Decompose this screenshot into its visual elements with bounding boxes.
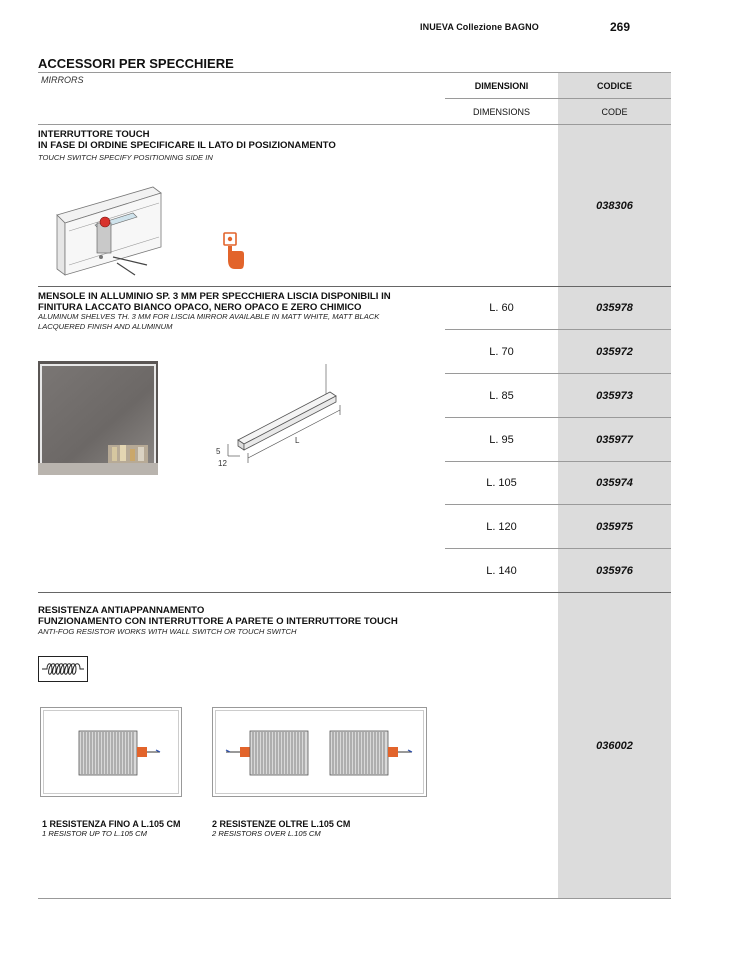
shelf-code: 035978 [596,302,633,314]
header-divider [445,98,671,99]
code-header-en: CODE [601,107,628,117]
section1-title [38,129,336,151]
shelf-dim: L. 70 [489,346,514,358]
section1-title-line2: IN FASE DI ORDINE SPECIFICARE IL LATO DI POSIZIONAMENTO [38,140,336,151]
page-subtitle: MIRRORS [41,75,84,85]
section2-title-line2: FINITURA LACCATO BIANCO OPACO, NERO OPACO E ZERO CHIMICO [38,302,362,313]
shelf-code: 035976 [596,565,633,577]
shelf-dim: L. 140 [486,565,517,577]
shelf-dim: L. 85 [489,390,514,402]
caption2-it: 2 RESISTENZE OLTRE L.105 CM [212,819,351,829]
section3-title [38,605,398,627]
section-rule [38,592,671,593]
shelf-code: 035972 [596,346,633,358]
page-title: ACCESSORI PER SPECCHIERE [38,56,234,71]
shelf-height-label: 5 [216,447,221,456]
shelf-code: 035977 [596,434,633,446]
shelf-depth-label: 12 [218,459,227,468]
row-divider [445,329,671,330]
shelf-dim: L. 95 [489,434,514,446]
section1-subtitle: TOUCH SWITCH SPECIFY POSITIONING SIDE IN [38,153,213,162]
caption-single-resistor [42,819,181,838]
section2-subtitle-line2: LACQUERED FINISH AND ALUMINUM [38,322,173,331]
shelf-dim: L. 105 [486,477,517,489]
code-header: CODICE [596,81,632,91]
row-divider [445,548,671,549]
section3-title-line2: FUNZIONAMENTO CON INTERRUTTORE A PARETE O INTERRUTTORE TOUCH [38,616,398,627]
section-rule [38,124,671,125]
heating-coil-icon [38,656,88,682]
page-number: 269 [610,20,631,34]
shelf-technical-drawing [212,360,346,470]
caption1-en: 1 RESISTOR UP TO L.105 CM [42,829,147,838]
section3-title-line1: RESISTENZA ANTIAPPANNAMENTO [38,605,205,616]
row-divider [445,417,671,418]
dimensions-header: DIMENSIONI [474,81,529,91]
row-divider [445,504,671,505]
caption-double-resistor [212,819,350,838]
title-rule [38,72,671,73]
section1-code: 038306 [596,200,633,212]
section3-code: 036002 [596,740,633,752]
bottom-rule [38,898,671,899]
section2-title [38,291,391,313]
double-resistor-diagram [212,707,427,797]
row-divider [445,461,671,462]
single-resistor-diagram [40,707,182,797]
shelf-code: 035974 [596,477,633,489]
brand-header: INUEVA Collezione BAGNO [420,22,539,32]
shelf-dim: L. 120 [486,521,517,533]
section2-title-line1: MENSOLE IN ALLUMINIO SP. 3 MM PER SPECCHIERA LISCIA DISPONIBILI IN [38,291,391,302]
row-divider [445,373,671,374]
mirror-photo [38,361,158,475]
caption1-it: 1 RESISTENZA FINO A L.105 CM [42,819,181,829]
section-rule [38,286,671,287]
section1-title-line1: INTERRUTTORE TOUCH [38,129,150,140]
dimensions-header-en: DIMENSIONS [472,107,530,117]
caption2-en: 2 RESISTORS OVER L.105 CM [212,829,321,838]
shelf-length-label: L [295,436,300,445]
shelf-code: 035973 [596,390,633,402]
touch-switch-rail-image [55,185,165,277]
shelf-code: 035975 [596,521,633,533]
touch-hand-icon [223,232,245,270]
section2-subtitle [38,312,379,332]
section3-subtitle: ANTI-FOG RESISTOR WORKS WITH WALL SWITCH OR TOUCH SWITCH [38,627,297,636]
section2-subtitle-line1: ALUMINUM SHELVES TH. 3 MM FOR LISCIA MIRROR AVAILABLE IN MATT WHITE, MATT BLACK [38,312,380,321]
shelf-dim: L. 60 [489,302,514,314]
